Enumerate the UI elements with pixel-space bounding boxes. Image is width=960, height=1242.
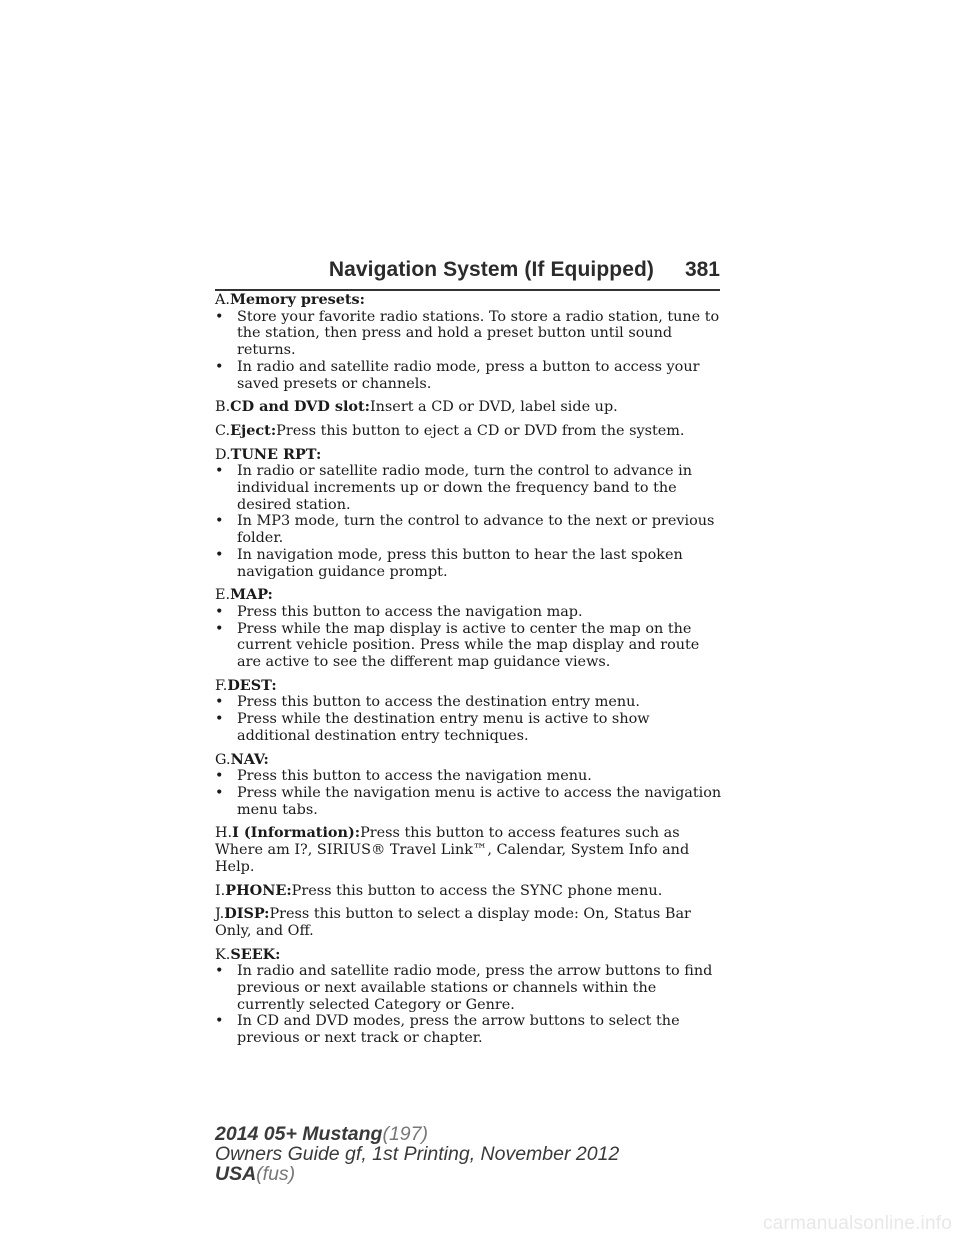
bullet-list — [215, 694, 723, 744]
bullet-list — [215, 309, 723, 393]
manual-entry — [215, 825, 723, 875]
bullet-icon: • — [215, 963, 224, 980]
bullet-text: Press while the destination entry menu is active to show additional destination entry techniques. — [237, 711, 650, 744]
page-footer — [215, 1124, 619, 1184]
watermark: carmanualsonline.info — [762, 1213, 952, 1234]
entry-description: Press this button to access features such as Where am I?, SIRIUS® Travel Link™, Calendar, System Info and Help. — [215, 825, 690, 875]
manual-entry — [215, 292, 723, 392]
bullet-item — [215, 694, 723, 711]
manual-entry — [215, 447, 723, 581]
bullet-item — [215, 463, 723, 513]
bullet-item — [215, 547, 723, 580]
bullet-text: Press this button to access the navigation menu. — [237, 768, 592, 785]
entry-term: DEST: — [227, 676, 277, 694]
bullet-text: In radio or satellite radio mode, turn the control to advance in individual increments up or down the frequency band to the desired station. — [237, 463, 693, 513]
entry-letter: C. — [215, 422, 231, 439]
bullet-text: Store your favorite radio stations. To store a radio station, tune to the station, then press and hold a preset button until sound returns. — [237, 308, 720, 359]
bullet-text: Press while the map display is active to center the map on the current vehicle position. Press while the map display and route are active to see the different map guidance views. — [237, 620, 700, 671]
bullet-icon: • — [215, 784, 224, 801]
bullet-icon: • — [215, 768, 224, 785]
entry-term: NAV: — [230, 750, 269, 768]
entry-line — [215, 447, 723, 464]
entry-letter: A. — [215, 292, 230, 308]
entry-line — [215, 825, 723, 875]
bullet-item — [215, 711, 723, 744]
footer-market: USA — [215, 1163, 257, 1185]
bullet-icon: • — [215, 694, 224, 711]
entry-line — [215, 587, 723, 604]
bullet-item — [215, 785, 723, 818]
bullet-list — [215, 463, 723, 580]
entry-line — [215, 752, 723, 769]
entry-term: DISP: — [224, 905, 270, 923]
manual-entry — [215, 587, 723, 671]
bullet-text: In navigation mode, press this button to hear the last spoken navigation guidance prompt. — [237, 546, 683, 580]
bullet-item — [215, 359, 723, 392]
entry-letter: I. — [215, 882, 226, 899]
page-header — [228, 258, 720, 282]
bullet-text: Press while the navigation menu is active to access the navigation menu tabs. — [237, 784, 722, 818]
bullet-icon: • — [215, 1013, 224, 1030]
manual-entry — [215, 399, 723, 416]
bullet-icon: • — [215, 711, 224, 728]
entry-line — [215, 292, 723, 309]
entry-line — [215, 906, 723, 939]
manual-entry — [215, 678, 723, 745]
entry-line — [215, 399, 723, 416]
page-number: 381 — [684, 258, 720, 281]
bullet-list — [215, 768, 723, 818]
entry-term: I (Information): — [232, 824, 361, 842]
entry-term: Eject: — [230, 421, 277, 439]
footer-edition: Owners Guide gf, 1st Printing, November 2012 — [215, 1143, 620, 1165]
bullet-item — [215, 513, 723, 546]
entry-line — [215, 423, 723, 440]
entry-letter: H. — [215, 825, 233, 842]
entry-letter: F. — [215, 677, 228, 694]
entry-letter: B. — [215, 399, 231, 416]
manual-entry — [215, 423, 723, 440]
bullet-item — [215, 768, 723, 785]
manual-entry — [215, 752, 723, 819]
entry-description: Press this button to access the SYNC phone menu. — [291, 882, 663, 899]
entry-description: Insert a CD or DVD, label side up. — [369, 399, 618, 416]
bullet-item — [215, 963, 723, 1013]
entry-term: PHONE: — [225, 881, 292, 899]
entry-description: Press this button to select a display mode: On, Status Bar Only, and Off. — [215, 906, 691, 939]
entry-description: Press this button to eject a CD or DVD from the system. — [276, 422, 685, 439]
footer-model: 2014 05+ Mustang — [215, 1123, 383, 1145]
bullet-text: Press this button to access the navigation map. — [237, 603, 583, 620]
bullet-icon: • — [215, 620, 224, 637]
bullet-list — [215, 963, 723, 1047]
bullet-item — [215, 604, 723, 621]
entry-term: SEEK: — [230, 945, 281, 963]
bullet-list — [215, 604, 723, 671]
entry-letter: J. — [215, 906, 225, 923]
bullet-text: In radio and satellite radio mode, press the arrow buttons to find previous or next available stations or channels within the currently selected Category or Genre. — [237, 963, 713, 1013]
entry-letter: E. — [215, 587, 231, 604]
bullet-text: In CD and DVD modes, press the arrow buttons to select the previous or next track or chapter. — [237, 1013, 680, 1047]
bullet-icon: • — [215, 513, 224, 530]
bullet-item — [215, 1013, 723, 1046]
entry-term: TUNE RPT: — [230, 445, 322, 463]
entry-term: CD and DVD slot: — [230, 398, 370, 416]
entry-letter: G. — [215, 751, 231, 768]
entry-letter: K. — [215, 946, 231, 963]
bullet-icon: • — [215, 546, 224, 563]
bullet-icon: • — [215, 308, 224, 325]
bullet-text: In radio and satellite radio mode, press a button to access your saved presets or channels. — [237, 358, 700, 392]
footer-page-code: (197) — [382, 1123, 428, 1145]
bullet-icon: • — [215, 358, 224, 375]
bullet-item — [215, 309, 723, 359]
bullet-icon: • — [215, 463, 224, 480]
entry-term: MAP: — [230, 586, 273, 604]
entry-letter: D. — [215, 446, 231, 463]
footer-market-code: (fus) — [256, 1163, 296, 1185]
manual-entry — [215, 883, 723, 900]
bullet-text: Press this button to access the destination entry menu. — [237, 694, 640, 711]
section-title: Navigation System (If Equipped) — [328, 258, 654, 281]
manual-body — [215, 292, 723, 1054]
manual-entry — [215, 906, 723, 939]
bullet-text: In MP3 mode, turn the control to advance to the next or previous folder. — [237, 513, 715, 547]
entry-line — [215, 947, 723, 964]
entry-line — [215, 883, 723, 900]
bullet-icon: • — [215, 603, 224, 620]
entry-term: Memory presets: — [229, 291, 365, 308]
entry-line — [215, 678, 723, 695]
manual-entry — [215, 947, 723, 1047]
bullet-item — [215, 621, 723, 671]
